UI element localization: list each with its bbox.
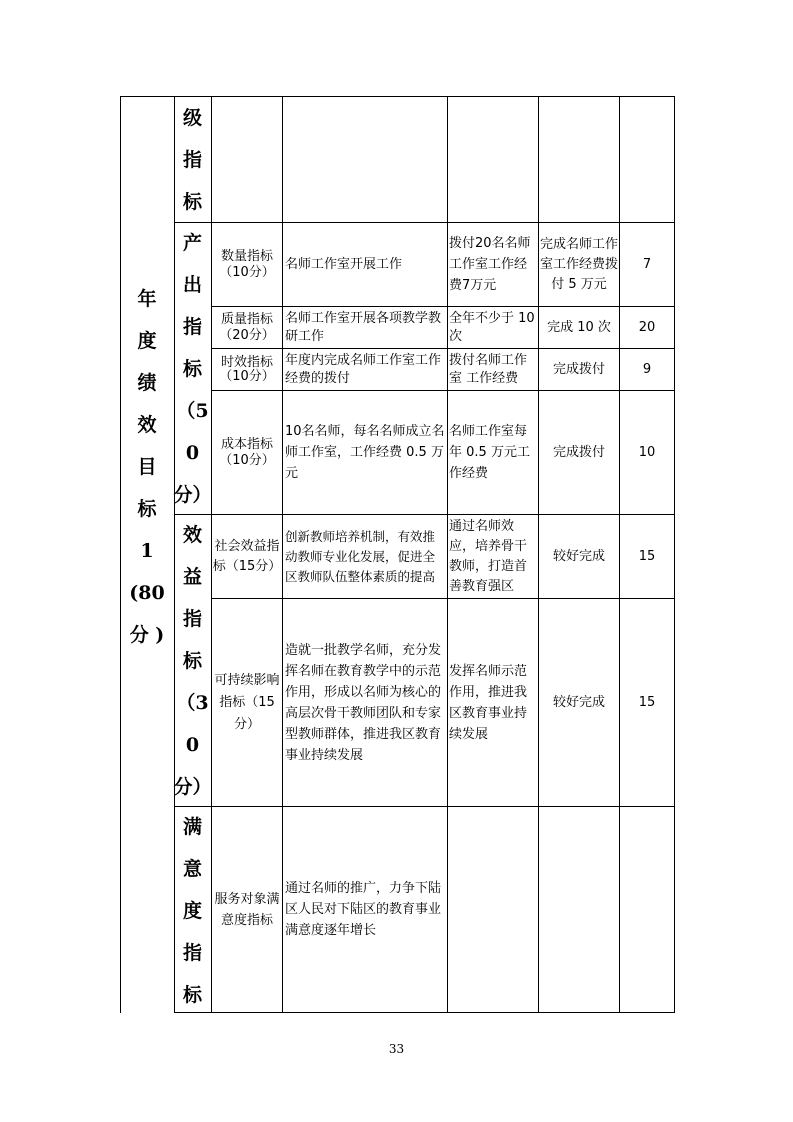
timeliness-indicator: 时效指标（10分）	[219, 354, 275, 384]
satisfaction-indicator-label: 满 意 度 指 标	[182, 816, 202, 1006]
quality-indicator: 质量指标（20分）	[219, 311, 275, 343]
service-satisfaction-indicator: 服务对象满意度指标	[214, 891, 280, 928]
indicator-target: 拨付20名名师工作室工作经费7万元	[449, 236, 531, 293]
indicator-result: 完成拨付	[552, 444, 605, 460]
benefit-indicator-label: 效 益 指 标 （3 0 分）	[173, 524, 212, 798]
indicator-score: 15	[638, 549, 656, 564]
indicator-score: 9	[642, 362, 652, 377]
indicator-target: 名师工作室每年 0.5 万元工作经费	[449, 424, 530, 481]
indicator-target: 全年不少于 10次	[449, 310, 535, 344]
indicator-target: 拨付名师工作室 工作经费	[449, 352, 528, 386]
indicator-content: 通过名师的推广，力争下陆区人民对下陆区的教育事业满意度逐年增长	[285, 881, 442, 938]
indicator-result: 完成拨付	[552, 361, 605, 377]
indicator-result: 较好完成	[552, 548, 605, 564]
indicator-result: 完成名师工作室工作经费拨付 5 万元	[539, 236, 618, 292]
cost-indicator: 成本指标（10分）	[219, 436, 275, 468]
annual-performance-target-label: 年 度 绩 效 目 标 1 (80 分 )	[129, 288, 165, 646]
indicator-content: 年度内完成名师工作室工作经费的拨付	[285, 352, 442, 386]
indicator-content: 名师工作室开展各项教学教研工作	[285, 310, 442, 344]
indicator-score: 10	[638, 445, 656, 460]
indicator-target: 发挥名师示范作用，推进我区教育事业持续发展	[449, 663, 528, 742]
indicator-score: 20	[638, 320, 656, 335]
indicator-score: 7	[642, 257, 652, 272]
output-indicator-label: 产 出 指 标 （5 0 分）	[173, 232, 212, 506]
page-number: 33	[388, 1042, 405, 1056]
indicator-result: 较好完成	[552, 694, 605, 710]
indicator-result	[539, 807, 619, 1012]
indicator-content: 名师工作室开展工作	[285, 257, 403, 272]
social-benefit-indicator: 社会效益指标（15分）	[212, 538, 282, 574]
indicator-content: 10名名师，每名名师成立名师工作室，工作经费 0.5 万元	[285, 424, 445, 481]
indicator-target: 通过名师效应，培养骨干教师，打造首善教育强区	[449, 518, 528, 594]
indicator-score	[620, 807, 674, 1012]
sustainable-impact-indicator: 可持续影响指标（15分）	[214, 672, 280, 732]
indicator-score: 15	[638, 695, 656, 710]
indicator-content: 创新教师培养机制，有效推动教师专业化发展，促进全区教师队伍整体素质的提高	[285, 528, 436, 584]
table-border-right	[674, 96, 675, 1013]
indicator-content: 造就一批教学名师，充分发挥名师在教育教学中的示范作用，形成以名师为核心的高层次骨干教师团队和专家型教师群体，推进我区教育事业持续发展	[285, 642, 442, 763]
table-border-bottom	[174, 1012, 675, 1013]
quantity-indicator: 数量指标（10分）	[219, 248, 275, 280]
first-level-indicator-label: 级 指 标	[182, 107, 202, 213]
indicator-result: 完成 10 次	[547, 319, 611, 335]
indicator-target	[448, 807, 538, 1012]
